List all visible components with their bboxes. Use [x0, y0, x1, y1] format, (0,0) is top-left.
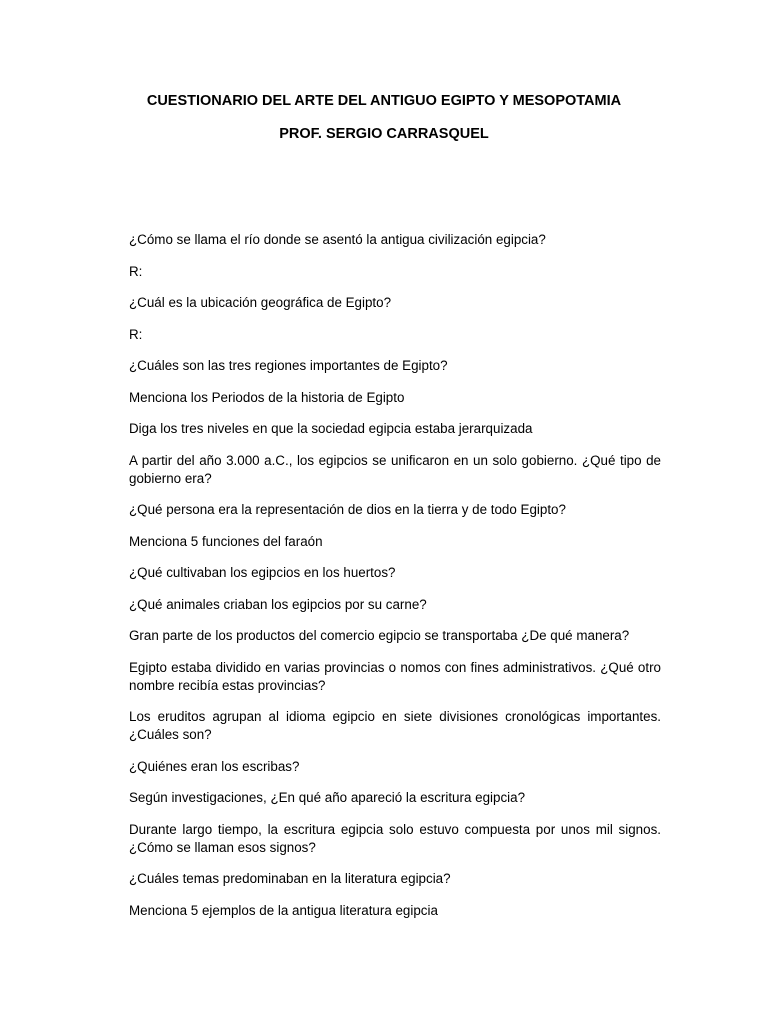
- question-item: ¿Cuáles son las tres regiones importantes de Egipto?: [129, 358, 448, 373]
- question-item: Según investigaciones, ¿En qué año apareció la escritura egipcia?: [129, 790, 526, 805]
- question-item: ¿Qué cultivaban los egipcios en los huertos?: [129, 565, 396, 580]
- question-item: ¿Cuál es la ubicación geográfica de Egipto?: [129, 295, 392, 310]
- question-list: [129, 231, 661, 933]
- question-item: ¿Qué persona era la representación de dios en la tierra y de todo Egipto?: [129, 502, 566, 517]
- question-item: Egipto estaba dividido en varias provincias o nomos con fines administrativos. ¿Qué otro nombre recibía estas provincias?: [129, 659, 661, 693]
- question-item: Los eruditos agrupan al idioma egipcio en siete divisiones cronológicas importantes. ¿Cuáles son?: [129, 709, 661, 742]
- question-item: Durante largo tiempo, la escritura egipcia solo estuvo compuesta por unos mil signos. ¿Cómo se llaman esos signos?: [129, 821, 661, 855]
- question-item: A partir del año 3.000 a.C., los egipcios se unificaron en un solo gobierno. ¿Qué tipo de gobierno era?: [129, 452, 661, 486]
- question-item: ¿Qué animales criaban los egipcios por su carne?: [129, 596, 427, 612]
- document-title: CUESTIONARIO DEL ARTE DEL ANTIGUO EGIPTO Y MESOPOTAMIA: [146, 93, 622, 109]
- question-item: ¿Cuáles temas predominaban en la literatura egipcia?: [129, 871, 451, 886]
- question-item: Menciona los Periodos de la historia de Egipto: [129, 389, 405, 405]
- question-item: Menciona 5 funciones del faraón: [129, 533, 323, 549]
- answer-label: R:: [129, 326, 143, 342]
- question-item: ¿Cómo se llama el río donde se asentó la antigua civilización egipcia?: [129, 232, 546, 247]
- question-item: Gran parte de los productos del comercio egipcio se transportaba ¿De qué manera?: [129, 628, 630, 643]
- question-item: Menciona 5 ejemplos de la antigua literatura egipcia: [129, 902, 438, 918]
- question-item: Diga los tres niveles en que la sociedad egipcia estaba jerarquizada: [129, 421, 533, 436]
- answer-label: R:: [129, 263, 143, 279]
- question-item: ¿Quiénes eran los escribas?: [129, 758, 300, 774]
- document-author: PROF. SERGIO CARRASQUEL: [279, 126, 489, 142]
